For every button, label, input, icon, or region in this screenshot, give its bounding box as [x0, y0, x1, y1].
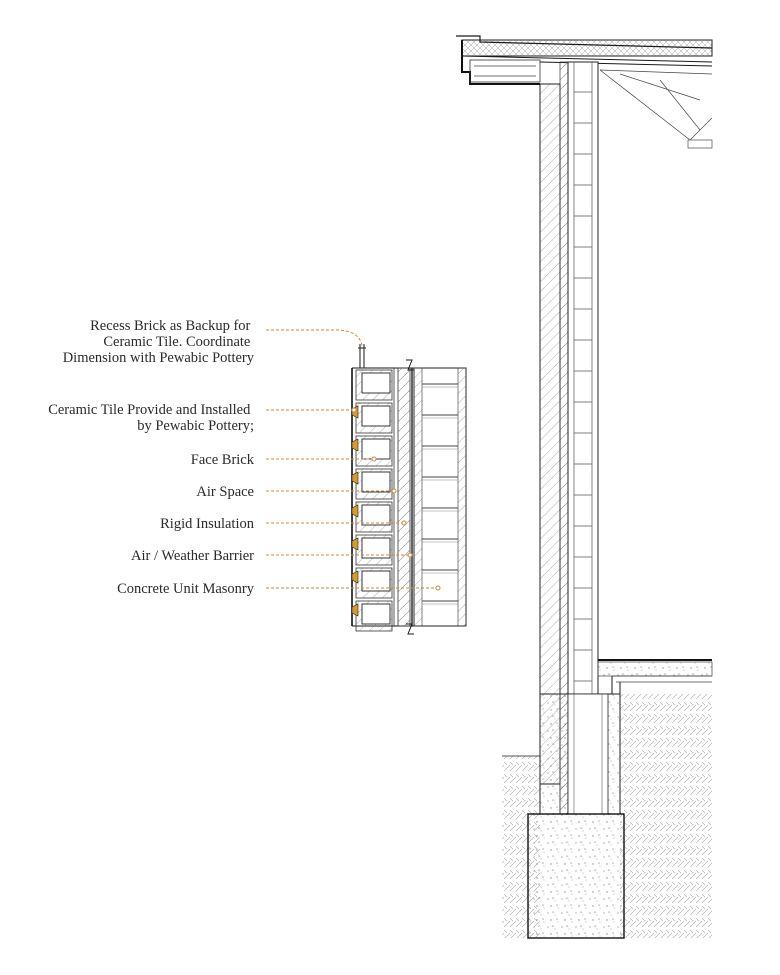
floor-slab: [598, 660, 712, 694]
svg-text:Ceramic Tile Provide and Insta: [48, 402, 254, 434]
callout-air-weather-barrier-text: Air / Weather Barrier: [131, 548, 254, 564]
enlarged-wall-detail: [352, 344, 466, 634]
foundation-wall: [540, 694, 620, 814]
callout-ceramic-tile-line1: Ceramic Tile Provide and Installed: [48, 402, 251, 418]
callout-recess-brick-line3: Dimension with Pewabic Pottery: [62, 350, 254, 366]
main-wall-section: [456, 36, 712, 938]
callout-face-brick: [191, 452, 376, 468]
callout-rigid-insulation-text: Rigid Insulation: [160, 516, 254, 532]
detail-face-brick: [356, 370, 392, 631]
callout-ceramic-tile: [48, 402, 356, 434]
callout-face-brick-text: Face Brick: [190, 452, 254, 468]
callout-recess-brick-line1: Recess Brick as Backup for: [90, 318, 251, 334]
callout-air-space-text: Air Space: [196, 484, 254, 500]
callout-cmu-text: Concrete Unit Masonry: [117, 581, 254, 597]
footing: [528, 814, 624, 938]
callout-recess-brick-line2: Ceramic Tile. Coordinate: [103, 334, 251, 350]
callout-ceramic-tile-line2: by Pewabic Pottery;: [137, 418, 254, 434]
main-face-brick: [540, 84, 560, 784]
callout-recess-brick: [63, 318, 362, 366]
detail-rigid-insulation: [398, 368, 410, 626]
svg-text:Recess Brick as Backup for: [63, 318, 255, 366]
